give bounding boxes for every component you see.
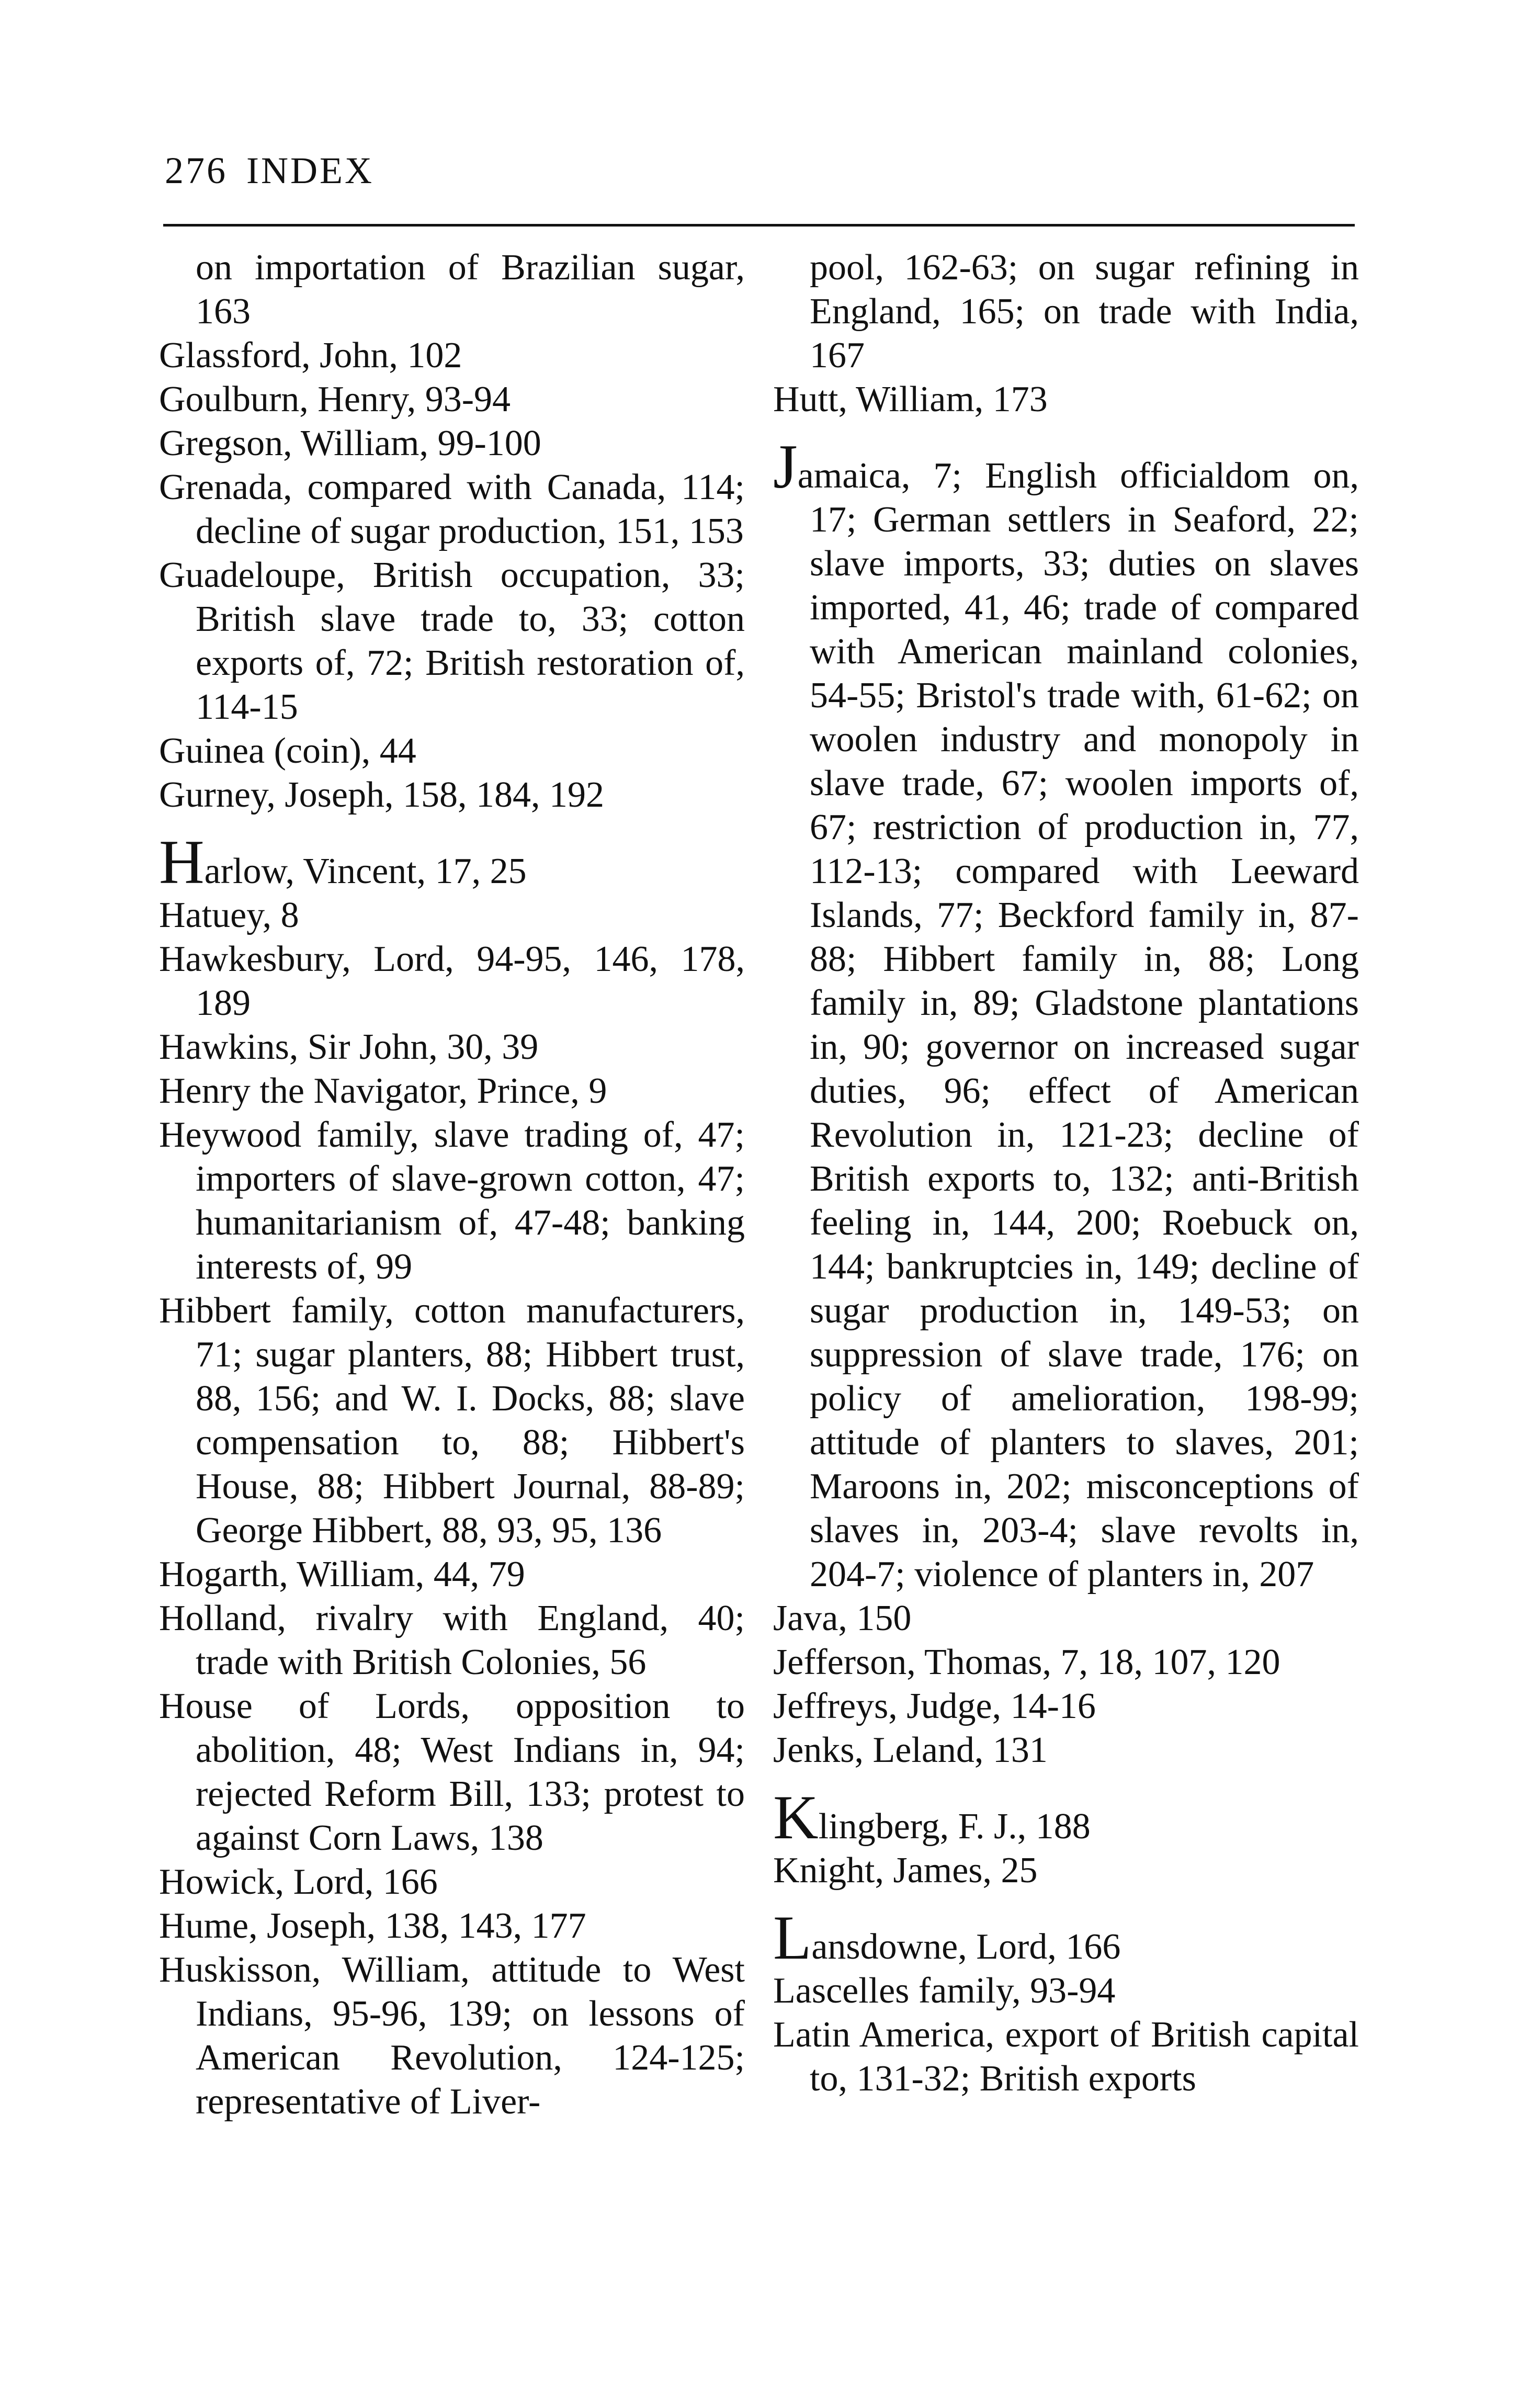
- index-entry: [773, 1597, 1359, 1641]
- index-entry: [159, 334, 745, 378]
- index-entry: [773, 1849, 1359, 1893]
- header-rule: [163, 224, 1355, 227]
- index-entry: [773, 1782, 1359, 1852]
- index-entry: [159, 1289, 745, 1553]
- entry-text: pool, 162-63; on sugar refining in England, 165; on trade with India, 167: [810, 247, 1359, 376]
- index-entry: [159, 466, 745, 553]
- entry-text: Gregson, William, 99-100: [159, 423, 541, 463]
- entry-text: Hume, Joseph, 138, 143, 177: [159, 1906, 586, 1946]
- entry-text: Grenada, compared with Canada, 114; decline of sugar production, 151, 153: [159, 467, 745, 551]
- index-entry: [773, 1903, 1359, 1972]
- index-entry: [159, 246, 745, 334]
- entry-text: Latin America, export of British capital to, 131-32; British exports: [773, 2015, 1359, 2099]
- entry-text: Glassford, John, 102: [159, 335, 462, 376]
- entry-text: Gurney, Joseph, 158, 184, 192: [159, 775, 604, 815]
- page-header: [165, 152, 374, 189]
- index-entry: [159, 773, 745, 817]
- index-entry: [159, 553, 745, 729]
- entry-text: Henry the Navigator, Prince, 9: [159, 1071, 607, 1111]
- entry-text: Hogarth, William, 44, 79: [159, 1554, 525, 1595]
- index-entry: [773, 1641, 1359, 1685]
- index-entry: [159, 827, 745, 897]
- section-initial: H: [159, 827, 205, 897]
- entry-text: Knight, James, 25: [773, 1850, 1038, 1891]
- index-entry: [159, 729, 745, 773]
- index-entry: [773, 246, 1359, 378]
- entry-text: Hatuey, 8: [159, 895, 299, 935]
- page-number: 276: [165, 150, 228, 191]
- index-entry: [773, 378, 1359, 422]
- index-entry: [773, 1728, 1359, 1772]
- right-column: [773, 246, 1359, 2101]
- index-entry: [773, 1969, 1359, 2013]
- index-entry: [159, 1025, 745, 1069]
- entry-text: Java, 150: [773, 1598, 912, 1638]
- index-entry: [159, 1948, 745, 2124]
- left-column: [159, 246, 745, 2124]
- entry-text: on importation of Brazilian sugar, 163: [196, 247, 745, 332]
- index-entry: [159, 1553, 745, 1597]
- index-entry: [159, 937, 745, 1025]
- entry-text: Jenks, Leland, 131: [773, 1730, 1048, 1770]
- entry-text: Jefferson, Thomas, 7, 18, 107, 120: [773, 1642, 1280, 1682]
- entry-text: House of Lords, opposition to abolition, 48; West Indians in, 94; rejected Reform Bill, 133; protest to against Corn Laws, 138: [159, 1686, 745, 1858]
- index-entry: [159, 1597, 745, 1685]
- section-initial: K: [773, 1782, 819, 1852]
- entry-text: Holland, rivalry with England, 40; trade with British Colonies, 56: [159, 1598, 745, 1682]
- entry-text: Lascelles family, 93-94: [773, 1971, 1116, 2011]
- index-entry: [159, 1685, 745, 1860]
- section-initial: J: [773, 432, 798, 501]
- page-title: INDEX: [246, 150, 374, 191]
- index-entry: [159, 1113, 745, 1289]
- entry-text: Hutt, William, 173: [773, 379, 1048, 420]
- entry-text: Jeffreys, Judge, 14-16: [773, 1686, 1096, 1726]
- entry-text: Hibbert family, cotton manufacturers, 71; sugar planters, 88; Hibbert trust, 88, 156; and W. I. Docks, 88; slave compensation to, 88; Hibbert's House, 88; Hibbert Journal, 88-89; George Hibbert, 88, 93, 95, 136: [159, 1291, 745, 1551]
- entry-text: Guadeloupe, British occupation, 33; British slave trade to, 33; cotton exports of, 72; British restoration of, 114-15: [159, 555, 745, 727]
- entry-text: Howick, Lord, 166: [159, 1862, 438, 1902]
- entry-text: Goulburn, Henry, 93-94: [159, 379, 511, 420]
- entry-text: Hawkesbury, Lord, 94-95, 146, 178, 189: [159, 939, 745, 1023]
- section-initial: L: [773, 1903, 812, 1972]
- index-entry: [159, 422, 745, 466]
- entry-text: Guinea (coin), 44: [159, 731, 416, 771]
- entry-text: Heywood family, slave trading of, 47; importers of slave-grown cotton, 47; humanitarianism of, 47-48; banking interests of, 99: [159, 1115, 745, 1287]
- index-entry: [773, 2013, 1359, 2101]
- index-entry: [159, 378, 745, 422]
- entry-text: lingberg, F. J., 188: [818, 1806, 1091, 1847]
- index-entry: [159, 894, 745, 937]
- index-entry: [773, 1685, 1359, 1728]
- entry-text: amaica, 7; English officialdom on, 17; German settlers in Seaford, 22; slave imports, 33; duties on slaves imported, 41, 46; trade of compared with American mainland colonies, 54-55; Bristol's trade with, 61-62; on woolen industry and monopoly in slave trade, 67; woolen imports of, 67; restriction of production in, 77, 112-13; compared with Leeward Islands, 77; Beckford family in, 87-88; Hibbert family in, 88; Long family in, 89; Gladstone plantations in, 90; governor on increased sugar duties, 96; effect of American Revolution in, 121-23; decline of British exports to, 132; anti-British feeling in, 144, 200; Roebuck on, 144; bankruptcies in, 149; decline of sugar production in, 149-53; on suppression of slave trade, 176; on policy of amelioration, 198-99; attitude of planters to slaves, 201; Maroons in, 202; misconceptions of slaves in, 203-4; slave revolts in, 204-7; violence of planters in, 207: [797, 456, 1359, 1595]
- index-entry: [159, 1860, 745, 1904]
- entry-text: ansdowne, Lord, 166: [811, 1927, 1121, 1967]
- entry-text: Huskisson, William, attitude to West Indians, 95-96, 139; on lessons of American Revolution, 124-125; representative of Liver-: [159, 1950, 745, 2122]
- index-entry: [773, 432, 1359, 1597]
- entry-text: Hawkins, Sir John, 30, 39: [159, 1027, 539, 1067]
- entry-text: arlow, Vincent, 17, 25: [204, 851, 527, 891]
- index-entry: [159, 1904, 745, 1948]
- index-entry: [159, 1069, 745, 1113]
